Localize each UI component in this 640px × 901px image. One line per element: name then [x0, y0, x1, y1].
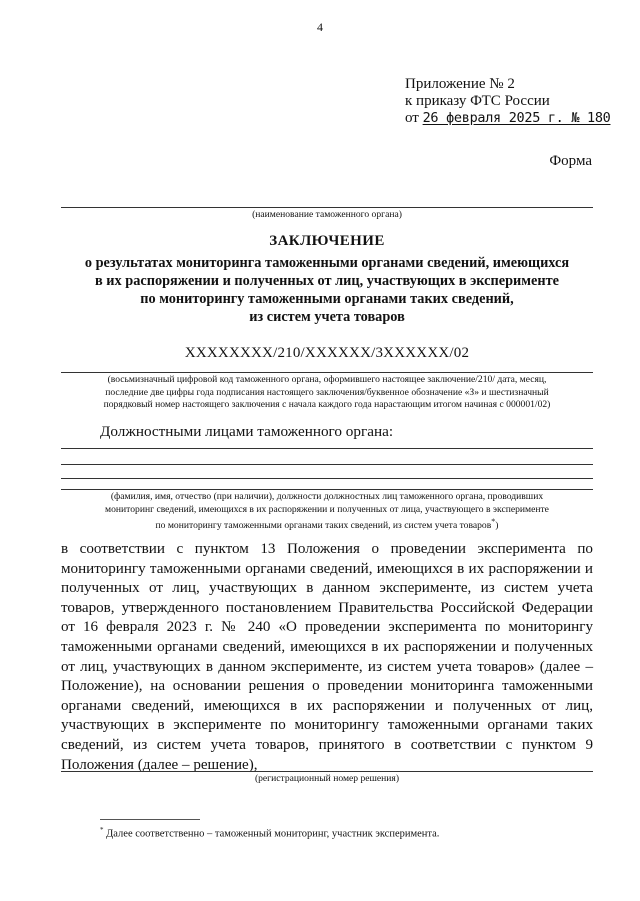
- code-caption-line: последние две цифры года подписания настоящего заключения/буквенное обозначение «З» и шестизначный: [105, 386, 549, 398]
- body-line: распоряжении и полученных от лиц, участвующих в данном эксперименте,: [61, 638, 594, 675]
- officials-caption: [61, 491, 593, 533]
- code-caption-line: порядковый номер настоящего заключения с начала каждого года нарастающим итогом начиная с 000001/02): [103, 399, 551, 410]
- code-caption-line: (восьмизначный цифровой код таможенного органа, оформившего настоящее заключение/210/ дата, месяц,: [107, 374, 547, 385]
- officials-caption-line: по мониторингу таможенными органами таких сведений, из систем учета товаров*): [155, 517, 499, 532]
- body-line: Российской Федерации от 16 февраля 2023 г. № 240 «О проведении эксперимента: [61, 599, 593, 636]
- officials-line-2: [61, 464, 593, 465]
- footnote: [100, 826, 439, 840]
- footnote-mark: *: [100, 826, 104, 834]
- page-number: 4: [317, 20, 323, 34]
- decision-number-line: [61, 771, 593, 772]
- officials-label: Должностными лицами таможенного органа:: [100, 423, 394, 440]
- body-line: по мониторингу таможенными органами сведений, имеющихся в их: [61, 619, 593, 655]
- body-paragraph: [61, 540, 593, 775]
- subtitle-line: о результатах мониторинга таможенными органами сведений, имеющихся: [84, 255, 570, 271]
- document-subtitle: [60, 254, 594, 326]
- appendix-block: [405, 76, 610, 127]
- footnote-separator: [100, 819, 200, 820]
- appendix-date-number: 26 февраля 2025 г. № 180: [422, 110, 611, 126]
- appendix-line-1: Приложение № 2: [405, 76, 515, 92]
- body-line: по мониторингу таможенными органами таких сведений, из систем учета товаров,: [61, 717, 593, 753]
- officials-caption-line: (фамилия, имя, отчество (при наличии), должности должностных лиц таможенного органа, проводивших: [110, 491, 544, 502]
- document-title: ЗАКЛЮЧЕНИЕ: [269, 233, 385, 249]
- body-line: из систем учета товаров, утвержденного постановлением Правительства: [61, 580, 593, 616]
- officials-caption-line: мониторинг сведений, имеющихся в их распоряжении и полученных от лица, участвующего в эксперименте: [105, 503, 549, 515]
- subtitle-line: из систем учета товаров: [249, 309, 405, 325]
- officials-line-4: [61, 489, 593, 490]
- customs-authority-caption: (наименование таможенного органа): [252, 209, 402, 220]
- code-line: [61, 372, 593, 373]
- body-line: в соответствии с пунктом 13 Положения о проведении эксперимента: [61, 541, 566, 557]
- body-line: о проведении мониторинга таможенными органами сведений, имеющихся в их: [61, 678, 593, 714]
- body-line: из систем учета товаров» (далее – Положение), на основании решения: [61, 658, 593, 695]
- footnote-text: Далее соответственно – таможенный мониторинг, участник эксперимента.: [106, 828, 440, 840]
- footnote-reference: *: [491, 517, 496, 526]
- conclusion-code-template: XXXXXXXX/210/XXXXXX/3XXXXXX/02: [184, 345, 470, 361]
- body-line: распоряжении и полученных от лиц, участвующих в эксперименте: [61, 697, 593, 734]
- body-line: принятого в соответствии с пунктом 9 Положения (далее – решение),: [61, 736, 593, 773]
- appendix-line-2: к приказу ФТС России: [405, 93, 550, 109]
- officials-line-1: [61, 448, 593, 449]
- subtitle-line: в их распоряжении и полученных от лиц, участвующих в эксперименте: [95, 273, 559, 289]
- code-caption: [61, 374, 593, 412]
- appendix-date-prefix: от: [405, 110, 419, 126]
- customs-authority-line: [61, 207, 593, 208]
- officials-caption-text: по мониторингу таможенными органами таких сведений, из систем учета товаров: [155, 520, 492, 532]
- appendix-line-3: [405, 110, 610, 127]
- form-label: Форма: [549, 153, 592, 169]
- officials-line-3: [61, 478, 593, 479]
- body-line: по мониторингу таможенными органами сведений, имеющихся в их: [61, 541, 593, 577]
- body-line: распоряжении и полученных от лиц, участвующих в данном эксперименте,: [61, 560, 594, 597]
- decision-number-caption: (регистрационный номер решения): [254, 773, 400, 784]
- subtitle-line: по мониторингу таможенными органами таких сведений,: [140, 291, 514, 307]
